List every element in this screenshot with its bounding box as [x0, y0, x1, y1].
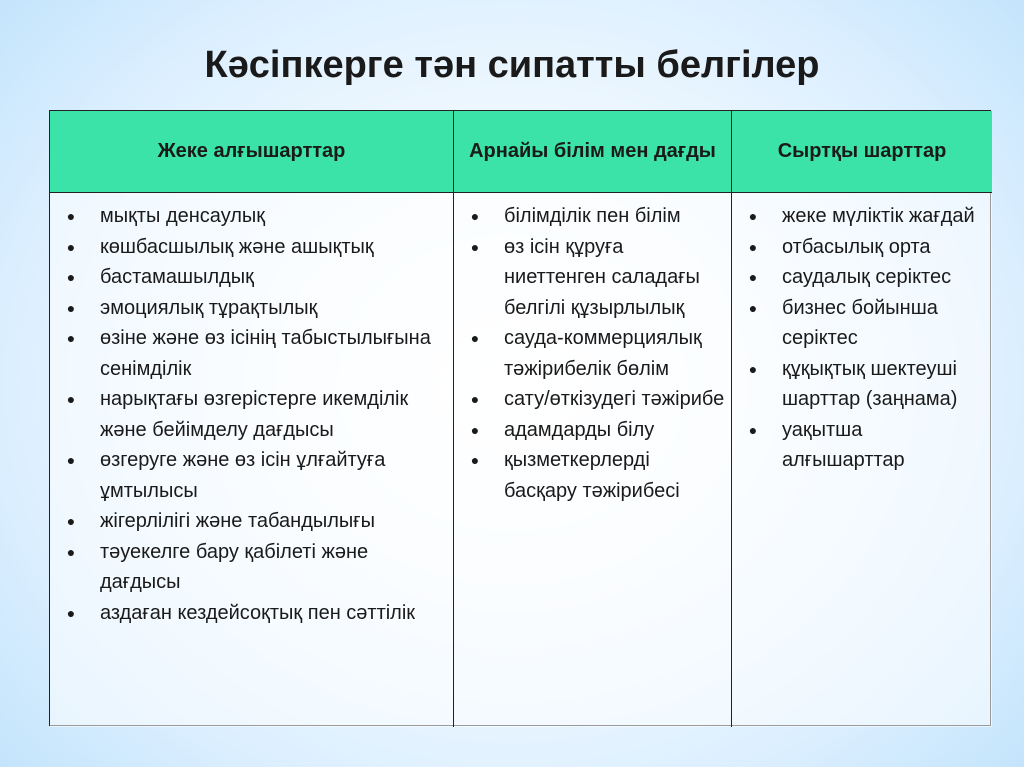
- bullet-icon: ●: [470, 452, 480, 468]
- list-item-text: мықты денсаулық: [100, 205, 266, 227]
- column-special-knowledge: [454, 193, 732, 727]
- list-item: [56, 262, 447, 293]
- list-item-text: нарықтағы өзгерістерге икемділік және бейімделу дағдысы: [100, 388, 409, 441]
- bullet-icon: ●: [748, 299, 758, 316]
- bullet-icon: ●: [66, 330, 76, 346]
- list-item: [738, 262, 986, 293]
- list-item: [56, 537, 447, 598]
- list-personal-prerequisites: [56, 201, 447, 628]
- list-item-text: бизнес бойынша серіктес: [782, 296, 938, 349]
- list-item-text: саудалық серіктес: [782, 266, 952, 288]
- list-item: [56, 384, 447, 445]
- list-item: [56, 445, 447, 506]
- list-item: [460, 201, 725, 232]
- bullet-icon: ●: [66, 604, 76, 621]
- bullet-icon: ●: [470, 421, 480, 438]
- bullet-icon: ●: [66, 391, 76, 407]
- list-item-text: отбасылық орта: [782, 235, 931, 258]
- list-item-text: сату/өткізудегі тәжірибе: [504, 388, 725, 410]
- list-item-text: жігерлілігі және табандылығы: [100, 510, 375, 532]
- list-item: [738, 354, 986, 415]
- list-item-text: жеке мүліктік жағдай: [782, 205, 975, 227]
- bullet-icon: ●: [748, 238, 758, 255]
- bullet-icon: ●: [66, 452, 76, 468]
- header-special-knowledge: Арнайы білім мен дағды: [454, 111, 732, 193]
- list-item: [460, 415, 725, 446]
- bullet-icon: ●: [66, 513, 76, 529]
- list-item-text: сауда-коммерциялық тәжірибелік бөлім: [504, 327, 702, 380]
- list-special-knowledge: [460, 201, 725, 506]
- slide-title: Кәсіпкерге тән сипатты белгілер: [204, 44, 820, 86]
- header-personal-prerequisites: Жеке алғышарттар: [50, 111, 454, 193]
- list-item: [738, 293, 986, 354]
- bullet-icon: ●: [66, 543, 76, 560]
- list-item: [56, 293, 447, 324]
- list-item-text: білімділік пен білім: [504, 205, 681, 227]
- list-item: [56, 598, 447, 629]
- bullet-icon: ●: [470, 330, 480, 346]
- list-item-text: қызметкерлерді басқару тәжірибесі: [504, 449, 680, 502]
- bullet-icon: ●: [470, 208, 480, 224]
- bullet-icon: ●: [470, 391, 480, 407]
- list-item-text: өзіне және өз ісінің табыстылығына сенімділік: [100, 327, 431, 380]
- list-item: [460, 384, 725, 415]
- bullet-icon: ●: [748, 269, 758, 285]
- list-item-text: өз ісін құруға ниеттенген саладағы белгілі құзырлылық: [504, 235, 700, 319]
- list-item-text: эмоциялық тұрақтылық: [100, 296, 318, 319]
- list-item: [738, 201, 986, 232]
- list-item-text: бастамашылдық: [100, 266, 254, 288]
- list-item: [460, 445, 725, 506]
- header-external-conditions: Сыртқы шарттар: [732, 111, 992, 193]
- list-item-text: аздаған кездейсоқтық пен сәттілік: [100, 601, 416, 624]
- list-item-text: уақытша алғышарттар: [782, 418, 905, 471]
- list-item: [56, 232, 447, 263]
- list-item-text: көшбасшылық және ашықтық: [100, 235, 374, 258]
- list-item-text: құқықтық шектеуші шарттар (заңнама): [782, 357, 958, 410]
- list-item: [738, 415, 986, 476]
- bullet-icon: ●: [66, 269, 76, 285]
- bullet-icon: ●: [748, 208, 758, 224]
- list-item: [56, 323, 447, 384]
- bullet-icon: ●: [66, 238, 76, 255]
- bullet-icon: ●: [470, 238, 480, 255]
- characteristics-table: [49, 110, 991, 726]
- column-external-conditions: [732, 193, 992, 727]
- list-item: [56, 506, 447, 537]
- list-external-conditions: [738, 201, 986, 476]
- bullet-icon: ●: [66, 208, 76, 224]
- list-item: [460, 232, 725, 324]
- bullet-icon: ●: [748, 421, 758, 438]
- bullet-icon: ●: [66, 299, 76, 316]
- list-item-text: тәуекелге бару қабілеті және дағдысы: [100, 540, 369, 593]
- list-item-text: өзгеруге және өз ісін ұлғайтуға ұмтылысы: [100, 449, 386, 502]
- list-item: [56, 201, 447, 232]
- column-personal-prerequisites: [50, 193, 454, 727]
- bullet-icon: ●: [748, 360, 758, 377]
- list-item: [460, 323, 725, 384]
- list-item-text: адамдарды білу: [504, 418, 655, 441]
- list-item: [738, 232, 986, 263]
